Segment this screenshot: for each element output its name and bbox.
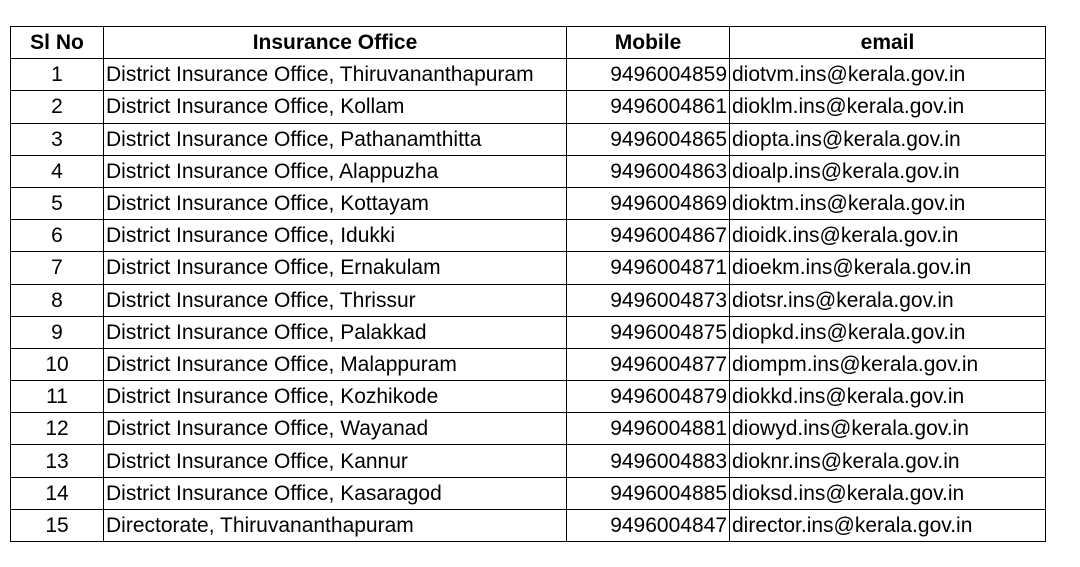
- header-slno: Sl No: [11, 27, 104, 59]
- office-name-cell: District Insurance Office, Kasaragod: [104, 477, 567, 509]
- table-row: [11, 91, 1046, 123]
- office-name-cell: District Insurance Office, Malappuram: [104, 348, 567, 380]
- table-row: [11, 123, 1046, 155]
- serial-number-cell: 9: [11, 316, 104, 348]
- email-cell: diotvm.ins@kerala.gov.in: [730, 59, 1046, 91]
- office-name-cell: District Insurance Office, Idukki: [104, 220, 567, 252]
- table-row: [11, 348, 1046, 380]
- email-cell: dioksd.ins@kerala.gov.in: [730, 477, 1046, 509]
- mobile-number-cell: 9496004875: [567, 316, 730, 348]
- mobile-number-cell: 9496004847: [567, 509, 730, 541]
- serial-number-cell: 15: [11, 509, 104, 541]
- header-row: [11, 27, 1046, 59]
- serial-number-cell: 3: [11, 123, 104, 155]
- table-body: [11, 59, 1046, 542]
- table-row: [11, 284, 1046, 316]
- table-row: [11, 316, 1046, 348]
- office-name-cell: District Insurance Office, Ernakulam: [104, 252, 567, 284]
- email-cell: dioklm.ins@kerala.gov.in: [730, 91, 1046, 123]
- serial-number-cell: 11: [11, 381, 104, 413]
- serial-number-cell: 14: [11, 477, 104, 509]
- table-row: [11, 445, 1046, 477]
- email-cell: diopkd.ins@kerala.gov.in: [730, 316, 1046, 348]
- office-name-cell: District Insurance Office, Thiruvananthapuram: [104, 59, 567, 91]
- mobile-number-cell: 9496004873: [567, 284, 730, 316]
- table-row: [11, 381, 1046, 413]
- office-name-cell: District Insurance Office, Kannur: [104, 445, 567, 477]
- mobile-number-cell: 9496004867: [567, 220, 730, 252]
- mobile-number-cell: 9496004879: [567, 381, 730, 413]
- mobile-number-cell: 9496004885: [567, 477, 730, 509]
- mobile-number-cell: 9496004883: [567, 445, 730, 477]
- serial-number-cell: 1: [11, 59, 104, 91]
- table-row: [11, 477, 1046, 509]
- email-cell: diokkd.ins@kerala.gov.in: [730, 381, 1046, 413]
- table-row: [11, 220, 1046, 252]
- office-name-cell: District Insurance Office, Thrissur: [104, 284, 567, 316]
- header-mobile: Mobile: [567, 27, 730, 59]
- serial-number-cell: 2: [11, 91, 104, 123]
- email-cell: dioidk.ins@kerala.gov.in: [730, 220, 1046, 252]
- table-row: [11, 413, 1046, 445]
- mobile-number-cell: 9496004877: [567, 348, 730, 380]
- serial-number-cell: 10: [11, 348, 104, 380]
- serial-number-cell: 5: [11, 187, 104, 219]
- office-name-cell: District Insurance Office, Kozhikode: [104, 381, 567, 413]
- email-cell: diopta.ins@kerala.gov.in: [730, 123, 1046, 155]
- header-email: email: [730, 27, 1046, 59]
- table-row: [11, 187, 1046, 219]
- serial-number-cell: 6: [11, 220, 104, 252]
- office-name-cell: District Insurance Office, Wayanad: [104, 413, 567, 445]
- mobile-number-cell: 9496004863: [567, 155, 730, 187]
- email-cell: dioktm.ins@kerala.gov.in: [730, 187, 1046, 219]
- header-office: Insurance Office: [104, 27, 567, 59]
- mobile-number-cell: 9496004859: [567, 59, 730, 91]
- email-cell: dioekm.ins@kerala.gov.in: [730, 252, 1046, 284]
- serial-number-cell: 4: [11, 155, 104, 187]
- table-row: [11, 252, 1046, 284]
- office-name-cell: District Insurance Office, Kollam: [104, 91, 567, 123]
- office-name-cell: District Insurance Office, Pathanamthitta: [104, 123, 567, 155]
- email-cell: director.ins@kerala.gov.in: [730, 509, 1046, 541]
- serial-number-cell: 8: [11, 284, 104, 316]
- mobile-number-cell: 9496004865: [567, 123, 730, 155]
- table-row: [11, 509, 1046, 541]
- table-row: [11, 59, 1046, 91]
- office-name-cell: District Insurance Office, Kottayam: [104, 187, 567, 219]
- serial-number-cell: 12: [11, 413, 104, 445]
- mobile-number-cell: 9496004871: [567, 252, 730, 284]
- email-cell: dioalp.ins@kerala.gov.in: [730, 155, 1046, 187]
- table-row: [11, 155, 1046, 187]
- insurance-office-contacts-table: [10, 26, 1046, 542]
- office-name-cell: District Insurance Office, Alappuzha: [104, 155, 567, 187]
- office-name-cell: Directorate, Thiruvananthapuram: [104, 509, 567, 541]
- mobile-number-cell: 9496004881: [567, 413, 730, 445]
- serial-number-cell: 7: [11, 252, 104, 284]
- email-cell: diompm.ins@kerala.gov.in: [730, 348, 1046, 380]
- mobile-number-cell: 9496004861: [567, 91, 730, 123]
- mobile-number-cell: 9496004869: [567, 187, 730, 219]
- email-cell: dioknr.ins@kerala.gov.in: [730, 445, 1046, 477]
- email-cell: diowyd.ins@kerala.gov.in: [730, 413, 1046, 445]
- serial-number-cell: 13: [11, 445, 104, 477]
- office-name-cell: District Insurance Office, Palakkad: [104, 316, 567, 348]
- email-cell: diotsr.ins@kerala.gov.in: [730, 284, 1046, 316]
